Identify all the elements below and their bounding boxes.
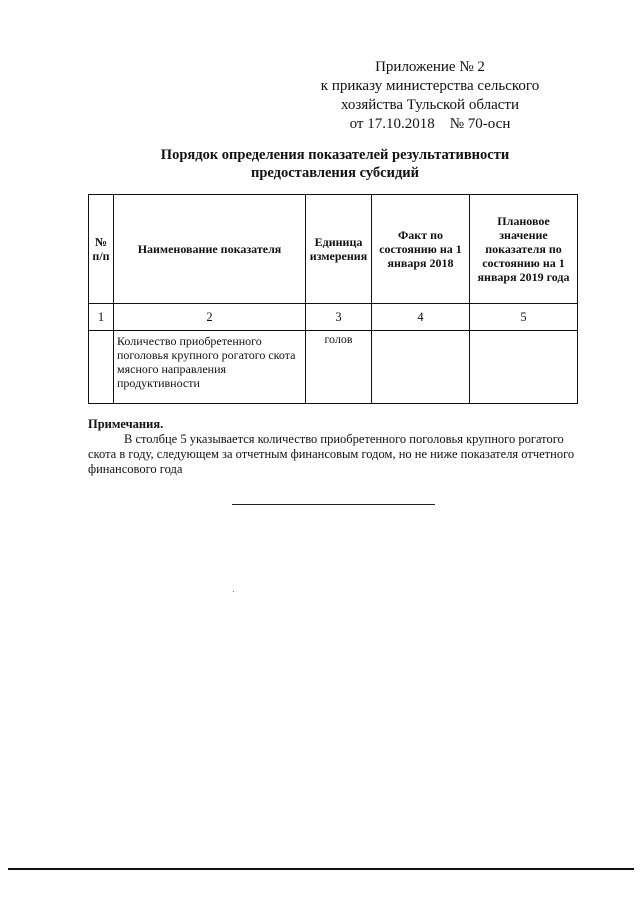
- notes-section: [88, 417, 578, 477]
- column-number: 5: [470, 304, 578, 331]
- row-fact: [372, 331, 470, 404]
- appendix-line-4: от 17.10.2018 № 70-осн: [349, 116, 511, 132]
- footer-line: [8, 868, 634, 870]
- indicators-table: [88, 194, 578, 404]
- document-title: [100, 146, 570, 182]
- closing-rule: [232, 504, 435, 505]
- table-row: [89, 331, 578, 404]
- appendix-line-3: хозяйства Тульской области: [341, 97, 519, 113]
- column-number: 3: [306, 304, 372, 331]
- row-indicator-name: Количество приобретенного поголовья крупного рогатого скота мясного направления продуктивности: [114, 331, 306, 404]
- row-number: [89, 331, 114, 404]
- header-unit: Единица измерения: [306, 195, 372, 304]
- table-header-row: [89, 195, 578, 304]
- row-plan: [470, 331, 578, 404]
- column-number: 1: [89, 304, 114, 331]
- scan-speck: [233, 591, 234, 592]
- appendix-line-1: Приложение № 2: [375, 59, 485, 75]
- header-name: Наименование показателя: [114, 195, 306, 304]
- appendix-block: [310, 58, 550, 134]
- appendix-line-2: к приказу министерства сельского: [320, 78, 540, 94]
- header-number: № п/п: [89, 195, 114, 304]
- header-fact: Факт по состоянию на 1 января 2018: [372, 195, 470, 304]
- title-line-1: Порядок определения показателей результативности: [160, 147, 510, 163]
- row-unit: голов: [306, 331, 372, 404]
- notes-heading: Примечания.: [88, 417, 164, 431]
- notes-text: В столбце 5 указывается количество приобретенного поголовья крупного рогатого скота в году, следующем за отчетным финансовым годом, но не ниже показателя отчетного финансового года: [88, 432, 575, 476]
- header-plan: Плановое значение показателя по состоянию на 1 января 2019 года: [470, 195, 578, 304]
- column-number-row: [89, 304, 578, 331]
- column-number: 4: [372, 304, 470, 331]
- column-number: 2: [114, 304, 306, 331]
- title-line-2: предоставления субсидий: [250, 165, 419, 181]
